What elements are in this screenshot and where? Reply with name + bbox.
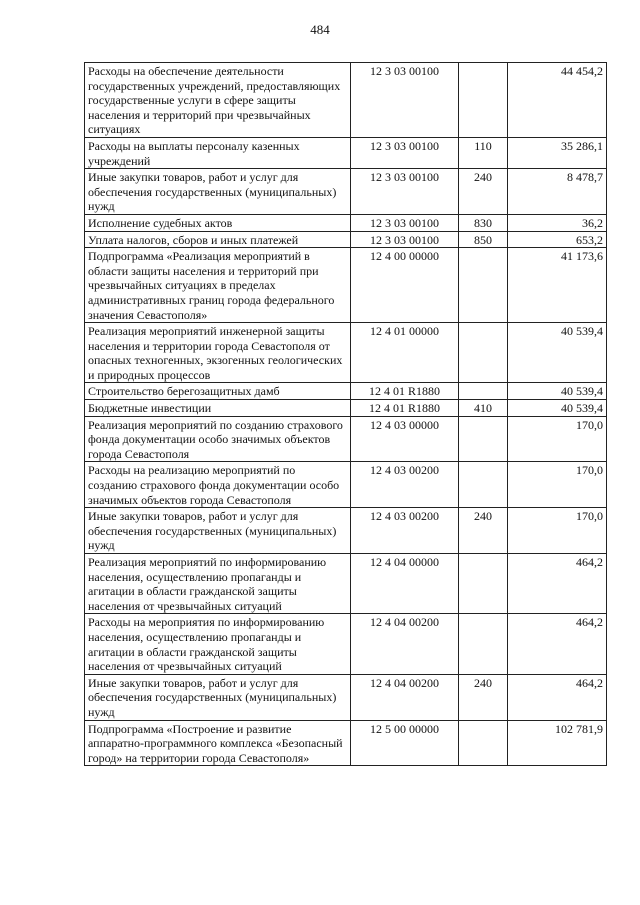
expense-name: Иные закупки товаров, работ и услуг для обеспечения государственных (муниципальных) нужд [85,169,351,215]
expense-name: Подпрограмма «Построение и развитие аппаратно-программного комплекса «Безопасный город» на территории города Севастополя» [85,720,351,766]
page-number: 484 [310,22,330,37]
expense-name: Уплата налогов, сборов и иных платежей [85,231,351,248]
expense-type-code: 240 [459,169,508,215]
target-code: 12 3 03 00100 [351,231,459,248]
table-row [85,720,607,766]
table-row [85,508,607,554]
expense-type-code [459,383,508,400]
target-code: 12 4 03 00200 [351,508,459,554]
expense-name: Подпрограмма «Реализация мероприятий в области защиты населения и территорий при чрезвычайных ситуациях в пределах административных границ города федерального значения Севастополя» [85,248,351,323]
target-code: 12 4 00 00000 [351,248,459,323]
expense-type-code [459,720,508,766]
expense-type-code [459,323,508,383]
expense-type-code: 410 [459,400,508,417]
amount: 40 539,4 [508,383,607,400]
amount: 170,0 [508,508,607,554]
expense-type-code: 110 [459,137,508,168]
amount: 102 781,9 [508,720,607,766]
expense-type-code: 830 [459,214,508,231]
expense-name: Реализация мероприятий по информированию населения, осуществлению пропаганды и агитации в области гражданской защиты населения от чрезвычайных ситуаций [85,554,351,614]
expense-type-code [459,614,508,674]
target-code: 12 3 03 00100 [351,214,459,231]
target-code: 12 3 03 00100 [351,63,459,138]
table-row [85,400,607,417]
expense-type-code [459,554,508,614]
target-code: 12 4 01 00000 [351,323,459,383]
table-row [85,231,607,248]
expense-name: Расходы на реализацию мероприятий по созданию страхового фонда документации особо значимых объектов города Севастополя [85,462,351,508]
table-row [85,614,607,674]
expense-name: Строительство берегозащитных дамб [85,383,351,400]
table-row [85,214,607,231]
expense-type-code: 850 [459,231,508,248]
amount: 36,2 [508,214,607,231]
expense-name: Иные закупки товаров, работ и услуг для обеспечения государственных (муниципальных) нужд [85,674,351,720]
expense-name: Исполнение судебных актов [85,214,351,231]
expense-type-code [459,416,508,462]
table-row [85,554,607,614]
table-row [85,323,607,383]
target-code: 12 5 00 00000 [351,720,459,766]
expense-name: Реализация мероприятий по созданию страхового фонда документации особо значимых объектов города Севастополя [85,416,351,462]
expense-type-code [459,462,508,508]
amount: 8 478,7 [508,169,607,215]
target-code: 12 4 04 00200 [351,674,459,720]
expense-type-code: 240 [459,508,508,554]
table-row [85,169,607,215]
expense-name: Расходы на мероприятия по информированию населения, осуществлению пропаганды и агитации в области гражданской защиты населения от чрезвычайных ситуаций [85,614,351,674]
expense-type-code [459,63,508,138]
table-row [85,462,607,508]
amount: 41 173,6 [508,248,607,323]
table-row [85,674,607,720]
expense-name: Иные закупки товаров, работ и услуг для обеспечения государственных (муниципальных) нужд [85,508,351,554]
expense-type-code: 240 [459,674,508,720]
amount: 170,0 [508,462,607,508]
expense-name: Бюджетные инвестиции [85,400,351,417]
table-row [85,416,607,462]
target-code: 12 4 01 R1880 [351,400,459,417]
expense-name: Расходы на выплаты персоналу казенных учреждений [85,137,351,168]
expense-name: Реализация мероприятий инженерной защиты населения и территории города Севастополя от опасных техногенных, экзогенных геологических и природных процессов [85,323,351,383]
table-row [85,248,607,323]
target-code: 12 4 04 00000 [351,554,459,614]
amount: 40 539,4 [508,400,607,417]
amount: 464,2 [508,554,607,614]
table-row [85,383,607,400]
table-row [85,63,607,138]
target-code: 12 3 03 00100 [351,169,459,215]
amount: 653,2 [508,231,607,248]
target-code: 12 4 04 00200 [351,614,459,674]
target-code: 12 4 03 00000 [351,416,459,462]
budget-table-body [85,63,607,766]
target-code: 12 4 01 R1880 [351,383,459,400]
target-code: 12 3 03 00100 [351,137,459,168]
amount: 464,2 [508,674,607,720]
amount: 170,0 [508,416,607,462]
table-row [85,137,607,168]
amount: 35 286,1 [508,137,607,168]
target-code: 12 4 03 00200 [351,462,459,508]
expense-name: Расходы на обеспечение деятельности государственных учреждений, предоставляющих государственные услуги в сфере защиты населения и территорий при чрезвычайных ситуациях [85,63,351,138]
amount: 464,2 [508,614,607,674]
expense-type-code [459,248,508,323]
amount: 44 454,2 [508,63,607,138]
amount: 40 539,4 [508,323,607,383]
budget-table [84,62,607,766]
